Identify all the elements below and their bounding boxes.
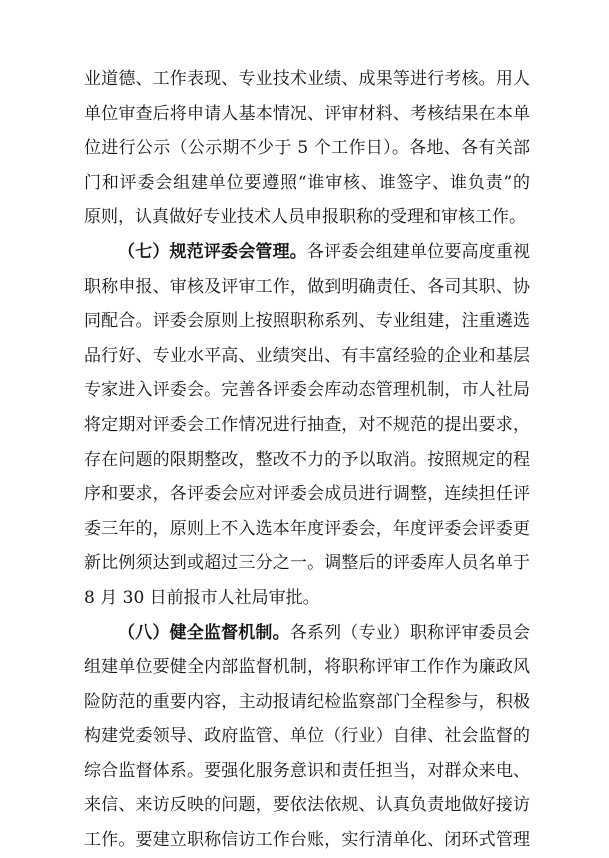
text-span: 各评委会组建单位要高度重视 [306, 241, 530, 262]
text-line: 门和评委会组建单位要遵照“谁审核、谁签字、谁负责”的 [84, 172, 530, 193]
text-line [84, 616, 530, 651]
body-text [84, 62, 530, 858]
text-line: 险防范的重要内容，主动报请纪检监察部门全程参与，积极 [84, 691, 530, 712]
text-line: 来信、来访反映的问题，要依法依规、认真负责地做好接访 [84, 795, 530, 816]
paragraph-1 [84, 62, 530, 235]
text-line: 专家进入评委会。完善各评委会库动态管理机制，市人社局 [84, 380, 530, 401]
text-line: 新比例须达到或超过三分之一。调整后的评委库人员名单于 [84, 553, 530, 574]
text-line: 位进行公示（公示期不少于 5 个工作日）。各地、各有关部 [84, 138, 530, 159]
text-line: 原则，认真做好专业技术人员申报职称的受理和审核工作。 [84, 207, 526, 228]
text-line: 职称申报、审核及评审工作，做到明确责任、各司其职、协 [84, 276, 530, 297]
text-span: 各系列（专业）职称评审委员会 [289, 622, 530, 643]
text-line: 工作。要建立职称信访工作台账，实行清单化、闭环式管理 [84, 830, 530, 851]
text-line: 组建单位要健全内部监督机制，将职称评审工作作为廉政风 [84, 657, 530, 678]
text-line: 构建党委领导、政府监管、单位（行业）自律、社会监督的 [84, 726, 530, 747]
paragraph-8 [84, 616, 530, 858]
text-line: 业道德、工作表现、专业技术业绩、成果等进行考核。用人 [84, 69, 530, 89]
paragraph-7 [84, 235, 530, 616]
text-line: 单位审查后将申请人基本情况、评审材料、考核结果在本单 [84, 103, 530, 124]
text-line: 综合监督体系。要强化服务意识和责任担当，对群众来电、 [84, 760, 530, 781]
text-line: 序和要求，各评委会应对评委会成员进行调整，连续担任评 [84, 484, 530, 505]
text-line: 品行好、专业水平高、业绩突出、有丰富经验的企业和基层 [84, 345, 530, 366]
text-line: 同配合。评委会原则上按照职称系列、专业组建，注重遴选 [84, 311, 530, 332]
section-heading-7: （七）规范评委会管理。 [118, 241, 307, 262]
text-line: 8 月 30 日前报市人社局审批。 [84, 587, 320, 608]
text-line: 存在问题的限期整改，整改不力的予以取消。按照规定的程 [84, 449, 530, 470]
text-line: 将定期对评委会工作情况进行抽查，对不规范的提出要求， [84, 414, 530, 435]
section-heading-8: （八）健全监督机制。 [118, 622, 290, 643]
text-line: 委三年的，原则上不入选本年度评委会，年度评委会评委更 [84, 518, 530, 539]
text-line [84, 235, 530, 270]
